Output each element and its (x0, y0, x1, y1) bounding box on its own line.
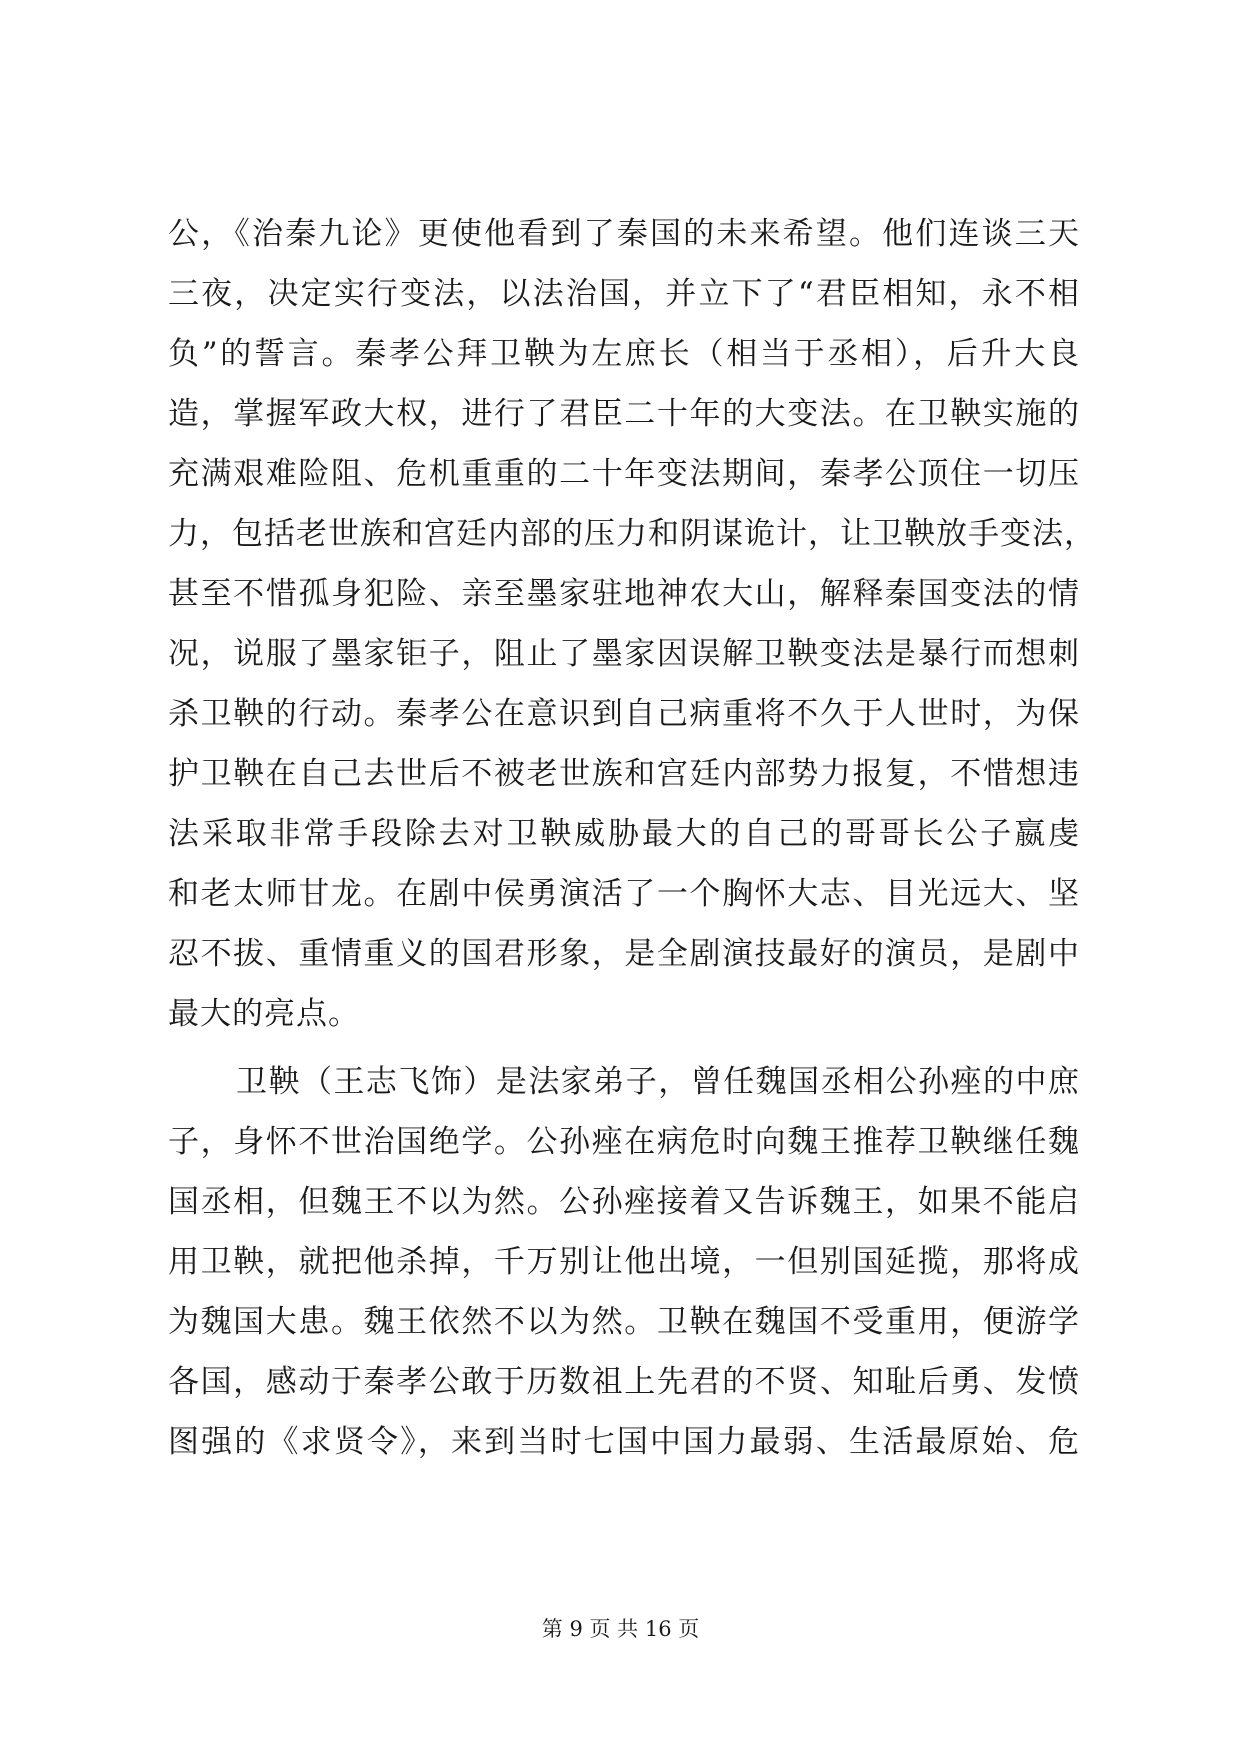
text-line: 造，掌握军政大权，进行了君臣二十年的大变法。在卫鞅实施的 (168, 396, 1080, 432)
text-line: 护卫鞅在自己去世后不被老世族和宫廷内部势力报复，不惜想违 (168, 756, 1080, 792)
text-line: 力，包括老世族和宫廷内部的压力和阴谋诡计，让卫鞅放手变法， (168, 516, 1096, 552)
text-line: 为魏国大患。魏王依然不以为然。卫鞅在魏国不受重用，便游学 (168, 1304, 1080, 1340)
page-footer: 第 9 页 共 16 页 (541, 1617, 700, 1641)
text-line: 子，身怀不世治国绝学。公孙痤在病危时向魏王推荐卫鞅继任魏 (168, 1124, 1080, 1160)
text-line: 各国，感动于秦孝公敢于历数祖上先君的不贤、知耻后勇、发愤 (168, 1364, 1080, 1400)
text-line: 国丞相，但魏王不以为然。公孙痤接着又告诉魏王，如果不能启 (168, 1184, 1080, 1220)
text-line: 杀卫鞅的行动。秦孝公在意识到自己病重将不久于人世时，为保 (168, 696, 1080, 732)
text-line: 甚至不惜孤身犯险、亲至墨家驻地神农大山，解释秦国变法的情 (168, 576, 1080, 612)
text-line: 况，说服了墨家钜子，阻止了墨家因误解卫鞅变法是暴行而想刺 (168, 636, 1080, 672)
text-line: 和老太师甘龙。在剧中侯勇演活了一个胸怀大志、目光远大、坚 (168, 876, 1080, 912)
text-line: 公，《治秦九论》更使他看到了秦国的未来希望。他们连谈三天 (168, 216, 1080, 252)
text-line: 三夜，决定实行变法，以法治国，并立下了“君臣相知，永不相 (168, 276, 1080, 312)
text-line: 充满艰难险阻、危机重重的二十年变法期间，秦孝公顶住一切压 (168, 456, 1080, 492)
text-line: 图强的《求贤令》，来到当时七国中国力最弱、生活最原始、危 (168, 1424, 1080, 1460)
text-line: 忍不拔、重情重义的国君形象，是全剧演技最好的演员，是剧中 (168, 936, 1080, 972)
text-line: 法采取非常手段除去对卫鞅威胁最大的自己的哥哥长公子嬴虔 (168, 816, 1080, 852)
text-line: 负”的誓言。秦孝公拜卫鞅为左庶长（相当于丞相），后升大良 (168, 336, 1080, 372)
text-line: 用卫鞅，就把他杀掉，千万别让他出境，一但别国延揽，那将成 (168, 1244, 1080, 1280)
text-line: 卫鞅（王志飞饰）是法家弟子，曾任魏国丞相公孙痤的中庶 (236, 1064, 1080, 1100)
text-line: 最大的亮点。 (168, 996, 360, 1032)
